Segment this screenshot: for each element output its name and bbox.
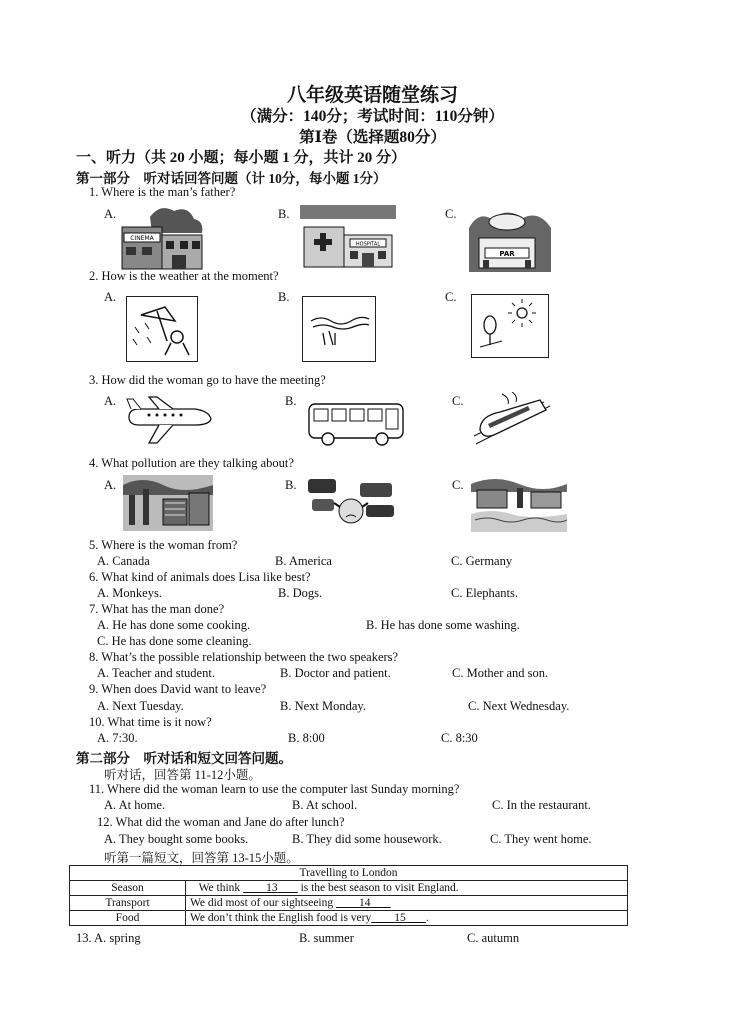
noise-pollution-picture — [304, 475, 398, 533]
q11-option-a: A. At home. — [104, 798, 166, 812]
content-text: We think — [198, 882, 244, 894]
question-1: 1. Where is the man’s father? — [89, 185, 236, 199]
park-picture — [469, 208, 551, 272]
table-row-content — [186, 911, 628, 926]
q7-option-b: B. He has done some washing. — [366, 618, 520, 632]
blank-number: 14 — [359, 897, 371, 909]
q5-option-b: B. America — [275, 554, 332, 568]
q9-option-c: C. Next Wednesday. — [468, 699, 570, 713]
water-pollution-picture — [471, 476, 567, 532]
hospital-picture — [300, 205, 396, 270]
q10-option-b: B. 8:00 — [288, 731, 325, 745]
table-title-row — [70, 866, 628, 881]
q1-option-a-label: A. — [104, 207, 117, 221]
blank-15 — [371, 912, 426, 924]
question-9: 9. When does David want to leave? — [89, 682, 267, 696]
blank-number: 13 — [266, 882, 278, 894]
score-line: （满分：140分；考试时间：110分钟） — [241, 108, 504, 125]
table-row-label: Season — [70, 881, 186, 896]
part2-intro-passage: 听第一篇短文，回答第 13-15小题。 — [104, 851, 299, 865]
table-row — [70, 881, 628, 896]
q4-option-c-label: C. — [452, 478, 464, 492]
q5-option-c: C. Germany — [451, 554, 513, 568]
content-text: We don’t think the English food is very — [190, 912, 372, 924]
sunny-weather-picture — [471, 294, 549, 358]
question-7: 7. What has the man done? — [89, 602, 225, 616]
q1-option-c-label: C. — [445, 207, 457, 221]
content-text: is the best season to visit England. — [297, 882, 459, 894]
question-2: 2. How is the weather at the moment? — [89, 269, 279, 283]
part2-heading: 第二部分 听对话和短文回答问题。 — [76, 751, 292, 766]
travel-table — [69, 865, 628, 926]
q10-option-a: A. 7:30. — [97, 731, 138, 745]
q8-option-b: B. Doctor and patient. — [280, 666, 391, 680]
q11-option-c: C. In the restaurant. — [492, 798, 591, 812]
q12-option-b: B. They did some housework. — [292, 832, 442, 846]
table-row — [70, 911, 628, 926]
table-row-label: Food — [70, 911, 186, 926]
q2-option-c-label: C. — [445, 290, 457, 304]
q6-option-a: A. Monkeys. — [97, 586, 162, 600]
part1-heading: 第一部分 听对话回答问题（计 10分，每小题 1分） — [76, 171, 387, 186]
q2-option-a-label: A. — [104, 290, 117, 304]
q7-option-c: C. He has done some cleaning. — [97, 634, 252, 648]
blank-number: 15 — [394, 912, 406, 924]
part2-intro-dialogue: 听对话，回答第 11-12小题。 — [104, 768, 261, 782]
table-row-content — [186, 881, 628, 896]
q10-option-c: C. 8:30 — [441, 731, 478, 745]
content-text: . — [425, 912, 429, 924]
question-8: 8. What’s the possible relationship between the two speakers? — [89, 650, 399, 664]
q12-option-c: C. They went home. — [490, 832, 592, 846]
q3-option-a-label: A. — [104, 394, 117, 408]
q4-option-a-label: A. — [104, 478, 117, 492]
rainy-weather-picture — [126, 296, 198, 362]
q7-option-a: A. He has done some cooking. — [97, 618, 251, 632]
windy-weather-picture — [302, 296, 376, 362]
q13-option-c: C. autumn — [467, 931, 520, 945]
question-10: 10. What time is it now? — [89, 715, 212, 729]
bus-picture — [306, 401, 406, 449]
cinema-sign: CINEMA — [130, 235, 154, 242]
question-4: 4. What pollution are they talking about? — [89, 456, 294, 470]
table-title: Travelling to London — [70, 866, 628, 881]
q1-option-b-label: B. — [278, 207, 290, 221]
q8-option-c: C. Mother and son. — [452, 666, 549, 680]
q6-option-c: C. Elephants. — [451, 586, 519, 600]
blank-14 — [336, 897, 391, 909]
question-3: 3. How did the woman go to have the meeting? — [89, 373, 326, 387]
volume-heading: 第Ⅰ卷（选择题80分） — [299, 129, 446, 146]
question-5: 5. Where is the woman from? — [89, 538, 238, 552]
train-picture — [472, 392, 552, 450]
page-title: 八年级英语随堂练习 — [286, 85, 458, 106]
q11-option-b: B. At school. — [292, 798, 358, 812]
q5-option-a: A. Canada — [97, 554, 150, 568]
q6-option-b: B. Dogs. — [278, 586, 323, 600]
hospital-sign: HOSPITAL — [355, 241, 381, 248]
airplane-picture — [123, 395, 213, 447]
cinema-picture — [120, 205, 206, 270]
q8-option-a: A. Teacher and student. — [97, 666, 215, 680]
q13-option-a: 13. A. spring — [76, 931, 141, 945]
table-row-content — [186, 896, 628, 911]
q13-option-b: B. summer — [299, 931, 354, 945]
q3-option-c-label: C. — [452, 394, 464, 408]
section-heading-listening: 一、听力（共 20 小题；每小题 1 分，共计 20 分） — [76, 150, 407, 166]
park-sign: PAR — [499, 250, 515, 258]
question-12: 12. What did the woman and Jane do after lunch? — [97, 815, 345, 829]
question-6: 6. What kind of animals does Lisa like best? — [89, 570, 311, 584]
q9-option-a: A. Next Tuesday. — [97, 699, 184, 713]
blank-13 — [243, 882, 298, 894]
q4-option-b-label: B. — [285, 478, 297, 492]
question-11: 11. Where did the woman learn to use the computer last Sunday morning? — [89, 782, 460, 796]
content-text: We did most of our sightseeing — [190, 897, 337, 909]
q3-option-b-label: B. — [285, 394, 297, 408]
air-pollution-picture — [123, 475, 213, 531]
q2-option-b-label: B. — [278, 290, 290, 304]
q12-option-a: A. They bought some books. — [104, 832, 249, 846]
table-row — [70, 896, 628, 911]
q9-option-b: B. Next Monday. — [280, 699, 366, 713]
table-row-label: Transport — [70, 896, 186, 911]
